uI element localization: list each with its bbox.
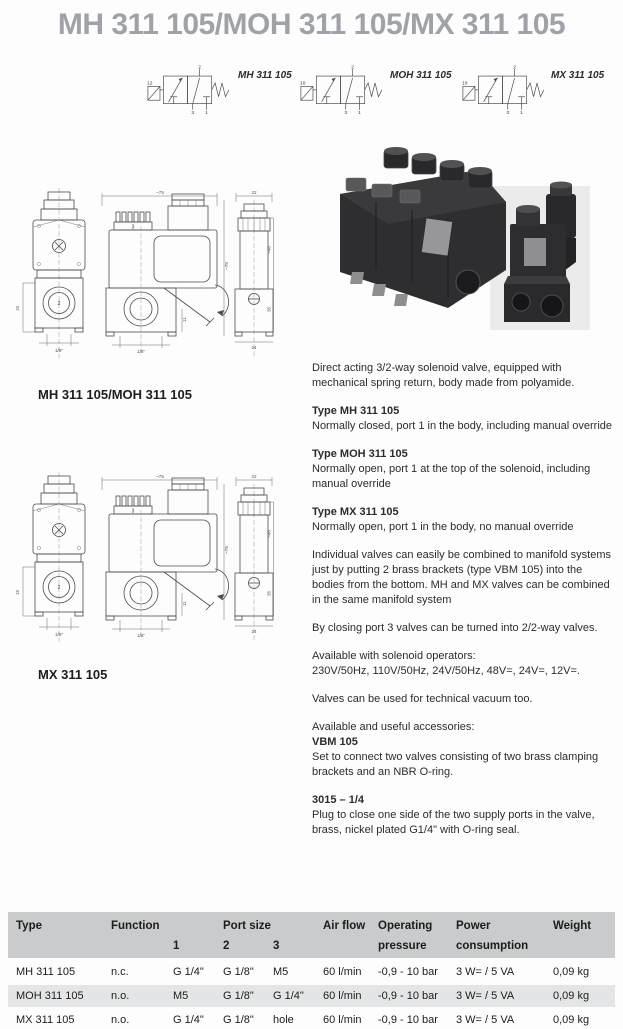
two-way-paragraph: By closing port 3 valves can be turned into 2/2-way valves. (312, 622, 598, 634)
port-1-label: 1 (520, 111, 523, 114)
type-moh-heading: Type MOH 311 105 (312, 448, 408, 460)
cell-air-flow: 60 l/min (323, 966, 362, 978)
drawing-mx (14, 470, 276, 653)
port-3-label: 3 (344, 111, 348, 114)
cell-type: MOH 311 105 (16, 990, 84, 1002)
table-row-mh (8, 961, 615, 983)
cell-port2: G 1/8" (223, 990, 254, 1002)
port-2-label: 2 (513, 65, 516, 71)
svg-text:15: 15 (15, 305, 20, 311)
col-header-weight: Weight (553, 919, 592, 932)
cell-port3: G 1/4" (273, 990, 304, 1002)
col-header-port-size: Port size (223, 919, 271, 932)
cell-function: n.o. (111, 990, 130, 1002)
cell-weight: 0,09 kg (553, 966, 590, 978)
cell-port1: G 1/4" (173, 966, 204, 978)
cell-type: MH 311 105 (16, 966, 76, 978)
spec-table-header (8, 912, 615, 958)
drawing-caption-mx: MX 311 105 (38, 667, 108, 682)
svg-text:1/8": 1/8" (54, 348, 64, 353)
cell-air-flow: 60 l/min (323, 990, 362, 1002)
svg-text:35: 35 (266, 590, 272, 596)
operators-voltages: 230V/50Hz, 110V/50Hz, 24V/50Hz, 48V=, 24V=, 12V=. (312, 665, 580, 677)
intro-paragraph: Direct acting 3/2-way solenoid valve, equipped with mechanical spring return, body made from polyamide. (312, 362, 575, 389)
pilot-port-label: 12 (147, 81, 153, 87)
valve-dimension-drawing (14, 470, 276, 648)
drawing-front-view (102, 474, 229, 640)
cell-function: n.c. (111, 966, 129, 978)
svg-text:11: 11 (182, 601, 187, 606)
spec-table (8, 912, 615, 1029)
cell-pressure: -0,9 - 10 bar (378, 990, 438, 1002)
drawing-caption-mh-moh: MH 311 105/MOH 311 105 (38, 387, 192, 402)
operators-intro: Available with solenoid operators: (312, 650, 476, 662)
cell-power: 3 W= / 5 VA (456, 1014, 515, 1026)
cell-power: 3 W= / 5 VA (456, 966, 515, 978)
svg-text:~48: ~48 (266, 530, 272, 538)
svg-text:22: 22 (251, 190, 257, 195)
col-header-function: Function (111, 919, 160, 932)
svg-text:~78: ~78 (224, 262, 229, 270)
svg-text:35: 35 (266, 306, 272, 312)
page-title: MH 311 105/MOH 311 105/MX 311 105 (57, 8, 566, 41)
svg-text:~48: ~48 (266, 246, 272, 254)
description-column (312, 361, 615, 851)
manifold-paragraph: Individual valves can easily be combined to manifold systems just by putting 2 brass brackets (type VBM 105) into the bodies from the bottom. MH and MX valves can be combined in the same manifold system (312, 549, 611, 606)
cell-pressure: -0,9 - 10 bar (378, 966, 438, 978)
drawing-front-view (102, 190, 229, 356)
drawing-mh-moh (14, 186, 276, 369)
cell-power: 3 W= / 5 VA (456, 990, 515, 1002)
port-1-label: 1 (358, 111, 361, 114)
svg-text:24: 24 (251, 345, 257, 350)
type-moh-text: Normally open, port 1 at the top of the solenoid, including manual override (312, 463, 591, 490)
col-header-pressure: pressure (378, 940, 427, 952)
type-mx-heading: Type MX 311 105 (312, 506, 399, 518)
svg-text:3: 3 (131, 224, 135, 231)
type-mh-heading: Type MH 311 105 (312, 405, 400, 417)
svg-text:3: 3 (131, 508, 135, 515)
plug-heading: 3015 – 1/4 (312, 794, 364, 806)
port-3-label: 3 (191, 111, 195, 114)
drawing-left-view (15, 472, 85, 642)
port-1-label: 1 (205, 111, 208, 114)
col-header-port2: 2 (223, 940, 230, 952)
col-header-operating: Operating (378, 919, 433, 932)
col-header-type: Type (16, 919, 42, 932)
cell-port1: G 1/4" (173, 1014, 204, 1026)
cell-port2: G 1/8" (223, 966, 254, 978)
cell-port2: G 1/8" (223, 1014, 254, 1026)
svg-text:2: 2 (57, 585, 61, 591)
manifold-photo (340, 147, 506, 308)
pneumatic-symbol-moh (299, 64, 389, 114)
cell-type: MX 311 105 (16, 1014, 75, 1026)
product-photo (328, 142, 590, 339)
svg-text:~78: ~78 (224, 546, 229, 554)
pilot-port-label: 10 (300, 81, 306, 87)
svg-text:~75: ~75 (156, 190, 164, 195)
pneumatic-symbol-mx (461, 64, 551, 114)
symbol-label-mx: MX 311 105 (551, 70, 605, 81)
svg-text:15: 15 (15, 589, 20, 595)
drawing-side-view (235, 474, 274, 640)
col-header-power: Power (456, 919, 491, 932)
pilot-port-label: 10 (462, 81, 468, 87)
svg-text:11: 11 (182, 317, 187, 322)
svg-text:1/8": 1/8" (136, 349, 146, 354)
cell-port1: M5 (173, 990, 189, 1002)
drawing-left-view (15, 188, 85, 358)
svg-text:~75: ~75 (156, 474, 164, 479)
accessories-intro: Available and useful accessories: (312, 721, 475, 733)
vbm-text: Set to connect two valves consisting of two brass clamping brackets and an NBR O-ring. (312, 751, 599, 778)
svg-text:22: 22 (251, 474, 257, 479)
svg-text:1/8": 1/8" (136, 633, 146, 638)
vacuum-paragraph: Valves can be used for technical vacuum too. (312, 693, 533, 705)
port-2-label: 2 (351, 65, 354, 71)
table-row-moh (8, 985, 615, 1007)
svg-text:24: 24 (251, 629, 257, 634)
symbol-label-moh: MOH 311 105 (390, 70, 452, 81)
valve-dimension-drawing (14, 186, 276, 364)
type-mh-text: Normally closed, port 1 in the body, including manual override (312, 420, 613, 432)
pneumatic-symbol-mh (146, 64, 236, 114)
plug-text: Plug to close one side of the two supply ports in the valve, brass, nickel plated G1/4" with O-ring seal. (312, 809, 595, 836)
svg-text:2: 2 (57, 301, 61, 307)
port-2-label: 2 (198, 65, 201, 71)
type-mx-text: Normally open, port 1 in the body, no manual override (312, 521, 574, 533)
cell-pressure: -0,9 - 10 bar (378, 1014, 438, 1026)
vbm-heading: VBM 105 (312, 736, 358, 748)
col-header-consumption: consumption (456, 940, 529, 952)
cell-port3: hole (273, 1014, 294, 1026)
col-header-port1: 1 (173, 940, 180, 952)
cell-weight: 0,09 kg (553, 1014, 590, 1026)
col-header-port3: 3 (273, 940, 280, 952)
svg-text:1/8": 1/8" (54, 632, 64, 637)
drawing-side-view (235, 190, 274, 356)
cell-weight: 0,09 kg (553, 990, 590, 1002)
table-row-mx (8, 1009, 615, 1029)
cell-port3: M5 (273, 966, 289, 978)
port-3-label: 3 (506, 111, 510, 114)
cell-air-flow: 60 l/min (323, 1014, 362, 1026)
col-header-air-flow: Air flow (323, 919, 366, 932)
cell-function: n.o. (111, 1014, 130, 1026)
symbol-label-mh: MH 311 105 (238, 70, 292, 81)
